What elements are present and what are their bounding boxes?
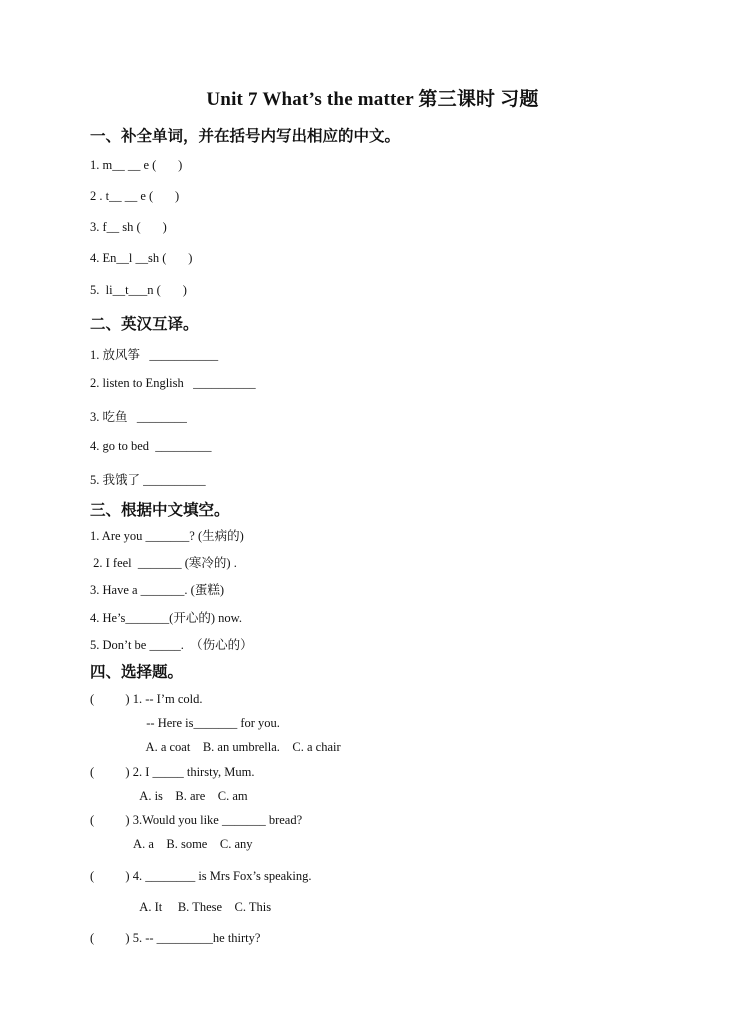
section-1-item-1: 1. m__ __ e ( ) — [90, 158, 183, 172]
section-3-item-1: 1. Are you _______? (生病的) — [90, 529, 244, 543]
section-2-item-2: 2. listen to English __________ — [90, 376, 256, 390]
question-2-prompt: ( ) 2. I _____ thirsty, Mum. — [90, 765, 255, 779]
question-4-prompt: ( ) 4. ________ is Mrs Fox’s speaking. — [90, 869, 312, 883]
question-3-options: A. a B. some C. any — [90, 837, 253, 851]
section-1-item-2: 2 . t__ __ e ( ) — [90, 189, 180, 203]
section-4-heading: 四、选择题。 — [90, 663, 184, 681]
section-1-heading: 一、补全单词，并在括号内写出相应的中文。 — [90, 127, 401, 145]
question-4-options: A. It B. These C. This — [90, 900, 272, 914]
section-3-item-3: 3. Have a _______. (蛋糕) — [90, 583, 224, 597]
question-2-options: A. is B. are C. am — [90, 789, 248, 803]
page-title: Unit 7 What’s the matter 第三课时 习题 — [206, 89, 539, 110]
section-1-item-3: 3. f__ sh ( ) — [90, 220, 167, 234]
question-1-prompt: ( ) 1. -- I’m cold. — [90, 692, 203, 706]
section-3-item-5: 5. Don’t be _____. （伤心的） — [90, 638, 253, 652]
section-1-item-5: 5. li__t___n ( ) — [90, 283, 187, 297]
section-2-item-5: 5. 我饿了 __________ — [90, 473, 206, 487]
section-3-item-2: 2. I feel _______ (寒冷的) . — [90, 556, 237, 570]
section-2-item-1: 1. 放风筝 ___________ — [90, 348, 219, 362]
section-3-item-4: 4. He’s_______(开心的) now. — [90, 611, 242, 625]
section-2-item-4: 4. go to bed _________ — [90, 439, 212, 453]
section-1-item-4: 4. En__l __sh ( ) — [90, 251, 193, 265]
question-3-prompt: ( ) 3.Would you like _______ bread? — [90, 813, 303, 827]
question-1-options: A. a coat B. an umbrella. C. a chair — [90, 740, 341, 754]
section-2-heading: 二、英汉互译。 — [90, 315, 199, 333]
section-3-heading: 三、根据中文填空。 — [90, 501, 230, 519]
section-2-item-3: 3. 吃鱼 ________ — [90, 410, 187, 424]
question-1-reply: -- Here is_______ for you. — [90, 716, 280, 730]
question-5-prompt: ( ) 5. -- _________he thirty? — [90, 931, 261, 945]
